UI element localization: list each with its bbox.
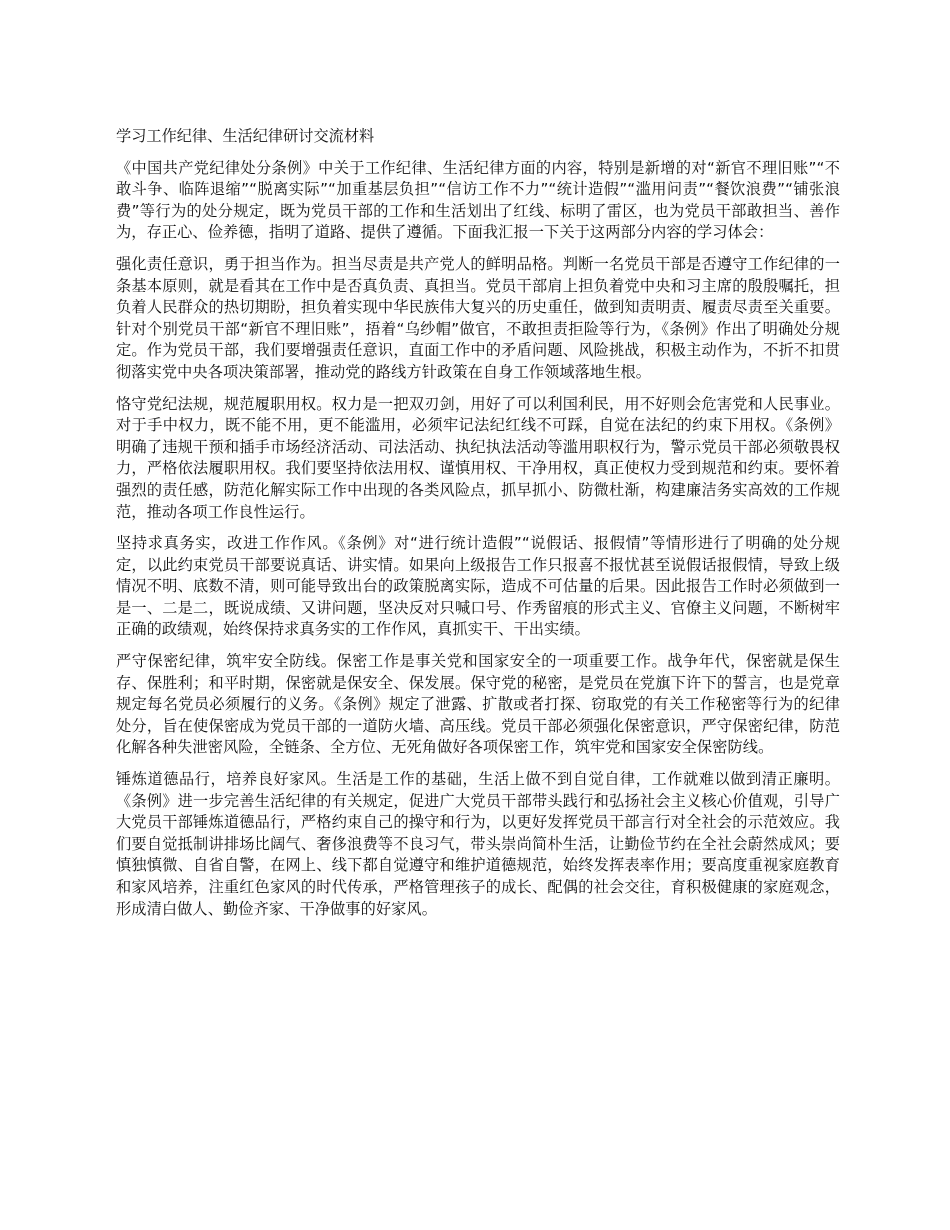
paragraph-confidentiality: 严守保密纪律，筑牢安全防线。保密工作是事关党和国家安全的一项重要工作。战争年代，保密就是保生存、保胜利；和平时期，保密就是保安全、保发展。保守党的秘密，是党员在党旗下许下的誓言，也是党章规定每名党员必须履行的义务。《条例》规定了泄露、扩散或者打探、窃取党的有关工作秘密等行为的纪律处分，旨在使保密成为党员干部的一道防火墙、高压线。党员干部必须强化保密意识，严守保密纪律，防范化解各种失泄密风险，全链条、全方位、无死角做好各项保密工作，筑牢党和国家安全保密防线。 <box>116 652 840 757</box>
document-page <box>116 126 840 930</box>
paragraph-work-style: 坚持求真务实，改进工作作风。《条例》对“进行统计造假”“说假话、报假情”等情形进行了明确的处分规定，以此约束党员干部要说真话、讲实情。如果向上级报告工作只报喜不报忧甚至说假话报假情，导致上级情况不明、底数不清，则可能导致出台的政策脱离实际，造成不可估量的后果。因此报告工作时必须做到一是一、二是二，既说成绩、又讲问题，坚决反对只喊口号、作秀留痕的形式主义、官僚主义问题，不断树牢正确的政绩观，始终保持求真务实的工作作风，真抓实干、干出实绩。 <box>116 534 840 639</box>
paragraph-family-style: 锤炼道德品行，培养良好家风。生活是工作的基础，生活上做不到自觉自律，工作就难以做到清正廉明。《条例》进一步完善生活纪律的有关规定，促进广大党员干部带头践行和弘扬社会主义核心价值观，引导广大党员干部锤炼道德品行，严格约束自己的操守和行为，以更好发挥党员干部言行对全社会的示范效应。我们要自觉抵制讲排场比阔气、奢侈浪费等不良习气，带头崇尚简朴生活，让勤俭节约在全社会蔚然成风；要慎独慎微、自省自警，在网上、线下都自觉遵守和维护道德规范，始终发挥表率作用；要高度重视家庭教育和家风培养，注重红色家风的时代传承，严格管理孩子的成长、配偶的社会交往，育积极健康的家庭观念，形成清白做人、勤俭齐家、干净做事的好家风。 <box>116 770 840 918</box>
document-title: 学习工作纪律、生活纪律研讨交流材料 <box>116 127 375 145</box>
paragraph-intro: 《中国共产党纪律处分条例》中关于工作纪律、生活纪律方面的内容，特别是新增的对“新官不理旧账”“不敢斗争、临阵退缩”“脱离实际”“加重基层负担”“信访工作不力”“统计造假”“滥用问责”“餐饮浪费”“铺张浪费”等行为的处分规定，既为党员干部的工作和生活划出了红线、标明了雷区，也为党员干部敢担当、善作为，存正心、俭养德，指明了道路、提供了遵循。下面我汇报一下关于这两部分内容的学习体会： <box>116 158 840 242</box>
paragraph-responsibility: 强化责任意识，勇于担当作为。担当尽责是共产党人的鲜明品格。判断一名党员干部是否遵守工作纪律的一条基本原则，就是看其在工作中是否真负责、真担当。党员干部肩上担负着党中央和习主席的殷殷嘱托，担负着人民群众的热切期盼，担负着实现中华民族伟大复兴的历史重任，做到知责明责、履责尽责至关重要。针对个别党员干部“新官不理旧账”，捂着“乌纱帽”做官，不敢担责拒险等行为，《条例》作出了明确处分规定。作为党员干部，我们要增强责任意识，直面工作中的矛盾问题、风险挑战，积极主动作为，不折不扣贯彻落实党中央各项决策部署，推动党的路线方针政策在自身工作领域落地生根。 <box>116 254 840 381</box>
paragraph-discipline-law: 恪守党纪法规，规范履职用权。权力是一把双刃剑，用好了可以利国利民，用不好则会危害党和人民事业。对于手中权力，既不能不用，更不能滥用，必须牢记法纪红线不可踩，自觉在法纪的约束下用权。《条例》明确了违规干预和插手市场经济活动、司法活动、执纪执法活动等滥用职权行为，警示党员干部必须敬畏权力，严格依法履职用权。我们要坚持依法用权、谨慎用权、干净用权，真正使权力受到规范和约束。要怀着强烈的责任感，防范化解实际工作中出现的各类风险点，抓早抓小、防微杜渐，构建廉洁务实高效的工作规范，推动各项工作良性运行。 <box>116 394 840 521</box>
